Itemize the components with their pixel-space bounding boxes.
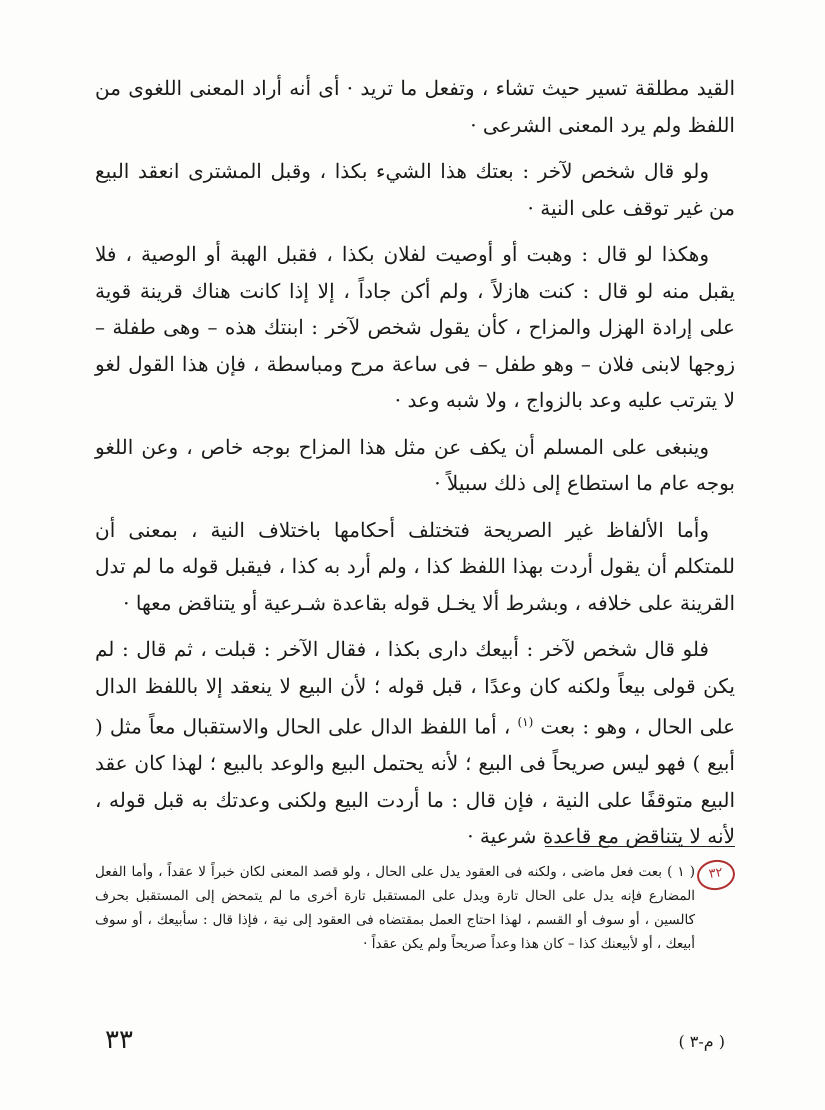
paragraph-4: وينبغى على المسلم أن يكف عن مثل هذا المزاح بوجه خاص ، وعن اللغو بوجه عام ما استطاع إلى ذلك سبيلاً · (95, 434, 735, 495)
paragraph-3: وهكذا لو قال : وهبت أو أوصيت لفلان بكذا ، فقبل الهبة أو الوصية ، فلا يقبل منه لو قال : كنت هازلاً ، ولم أكن جاداً ، إلا إذا كانت هناك قرينة قوية على إرادة الهزل والمزاح ، كأن يقول شخص لآخر : ابنتك هذه – وهى طفلة – زوجها لابنى فلان – وهو طفل – فى ساعة مرح ومباسطة ، فإن هذا القول لغو لا يترتب عليه وعد بالزواج ، ولا شبه وعد · (95, 242, 736, 412)
paragraph-6 (95, 631, 735, 855)
handwritten-mark-icon: ٣٢ (695, 858, 737, 893)
footnote-divider (545, 846, 735, 847)
paragraph-2: ولو قال شخص لآخر : بعتك هذا الشيء بكذا ، وقبل المشترى انعقد البيع من غير توقف على النية · (95, 159, 735, 220)
footnote-marker: (١) (517, 715, 534, 729)
page-number: ٣٣ (105, 1025, 133, 1055)
paragraph-6-part-2: ، أما اللفظ الدال على الحال والاستقبال معاً مثل ( أبيع ) فهو ليس صريحاً فى البيع ؛ لأنه يحتمل البيع والوعد بالبيع ؛ لهذا كان عقد البيع متوقفًا على النية ، فإن قال : ما أردت البيع ولكنى وعدتك به قبل قوله ، لأنه لا يتناقض مع قاعدة شرعية · (95, 714, 735, 849)
paragraph-1: القيد مطلقة تسير حيث تشاء ، وتفعل ما تريد · أى أنه أراد المعنى اللغوى من اللفظ ولم يرد المعنى الشرعى · (95, 76, 735, 137)
page-body (95, 70, 735, 1070)
footnote-text: ( ١ ) بعت فعل ماضى ، ولكنه فى العقود يدل على الحال ، ولو قصد المعنى لكان خبراً لا عقداً ، وأما الفعل المضارع فإنه يدل على الحال تارة ويدل على المستقبل تارة أخرى ما لم يتمحض إلى المستقبل بحرف كالسين ، أو سوف أو القسم ، لهذا احتاج العمل بمقتضاه فى العقود إلى نية ، فإذا قال : سأبيعك ، أو سوف أبيعك ، أو لأبيعنك كذا – كان هذا وعداً صريحاً ولم يكن عقداً · (95, 864, 696, 952)
signature-mark: ( م-٣ ) (678, 1032, 725, 1051)
paragraph-6-part-1: فلو قال شخص لآخر : أبيعك دارى بكذا ، فقال الآخر : قبلت ، ثم قال : لم يكن قولى بيعاً ولكنه كان وعدًا ، قبل قوله ؛ لأن البيع لا ينعقد إلا باللفظ الدال على الحال ، وهو : بعت (95, 637, 736, 739)
footnote (95, 860, 735, 956)
paragraph-5: وأما الألفاظ غير الصريحة فتختلف أحكامها باختلاف النية ، بمعنى أن للمتكلم أن يقول أردت بهذا اللفظ كذا ، ولم أرد به كذا ، فيقبل قوله ما لم تدل القرينة على خلافه ، وبشرط ألا يخـل قوله بقاعدة شـرعية أو يتناقض معها · (95, 517, 735, 615)
